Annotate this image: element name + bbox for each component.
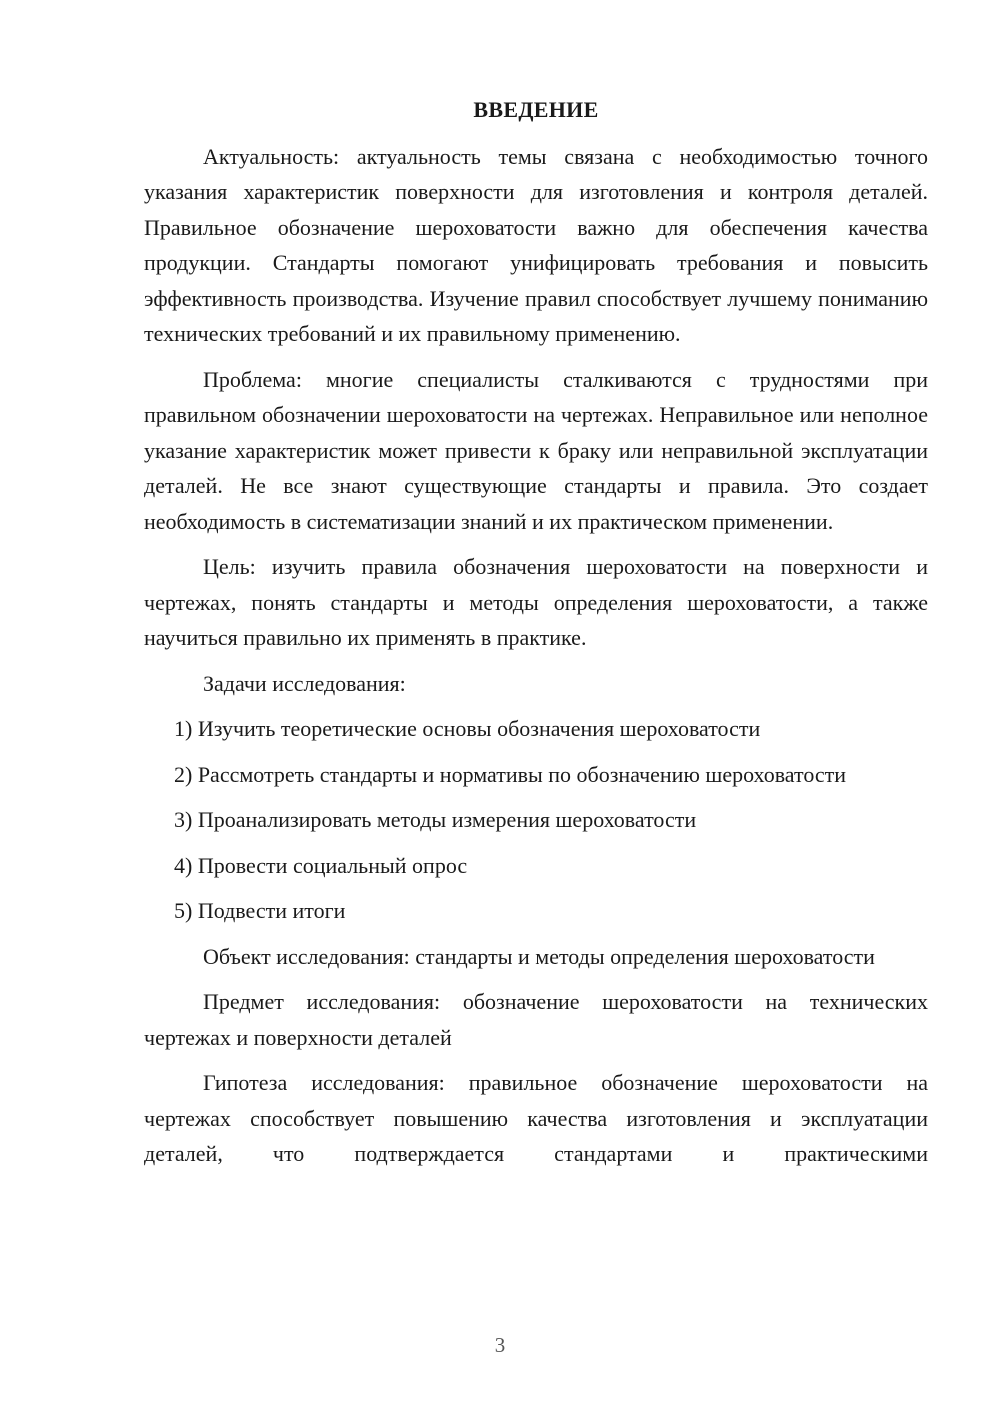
- paragraph-goal: Цель: изучить правила обозначения шероховатости на поверхности и чертежах, понять стандарты и методы определения шероховатости, а также научиться правильно их применять в практике.: [144, 554, 928, 650]
- paragraph-relevance: Актуальность: актуальность темы связана с необходимостью точного указания характеристик поверхности для изготовления и контроля деталей. Правильное обозначение шероховатости важно для обеспечения качества продукции. Стандарты помогают унифицировать требования и повысить эффективность производства. Изучение правил способствует лучшему пониманию технических требований и их правильному применению.: [144, 143, 928, 346]
- task-item-4: 4) Провести социальный опрос: [174, 852, 468, 878]
- paragraph-problem: Проблема: многие специалисты сталкиваются с трудностями при правильном обозначении шероховатости на чертежах. Неправильное или неполное указание характеристик может привести к браку или неправильной эксплуатации деталей. Не все знают существующие стандарты и правила. Это создает необходимость в систематизации знаний и их практическом применении.: [144, 366, 928, 534]
- paragraph-object: Объект исследования: стандарты и методы определения шероховатости: [203, 943, 875, 969]
- paragraph-hypothesis: Гипотеза исследования: правильное обозначение шероховатости на чертежах способствует повышению качества изготовления и эксплуатации деталей, что подтверждается стандартами и практическими: [144, 1070, 928, 1166]
- task-item-5: 5) Подвести итоги: [174, 898, 346, 923]
- task-item-1: 1) Изучить теоретические основы обозначения шероховатости: [174, 716, 761, 741]
- page-number: 3: [494, 1333, 506, 1357]
- task-item-2: 2) Рассмотреть стандарты и нормативы по обозначению шероховатости: [174, 761, 847, 787]
- task-item-3: 3) Проанализировать методы измерения шероховатости: [174, 807, 697, 832]
- tasks-title: Задачи исследования:: [203, 670, 406, 696]
- section-heading: ВВЕДЕНИЕ: [473, 97, 599, 122]
- document-page: [144, 92, 928, 1172]
- paragraph-subject: Предмет исследования: обозначение шероховатости на технических чертежах и поверхности деталей: [144, 989, 928, 1050]
